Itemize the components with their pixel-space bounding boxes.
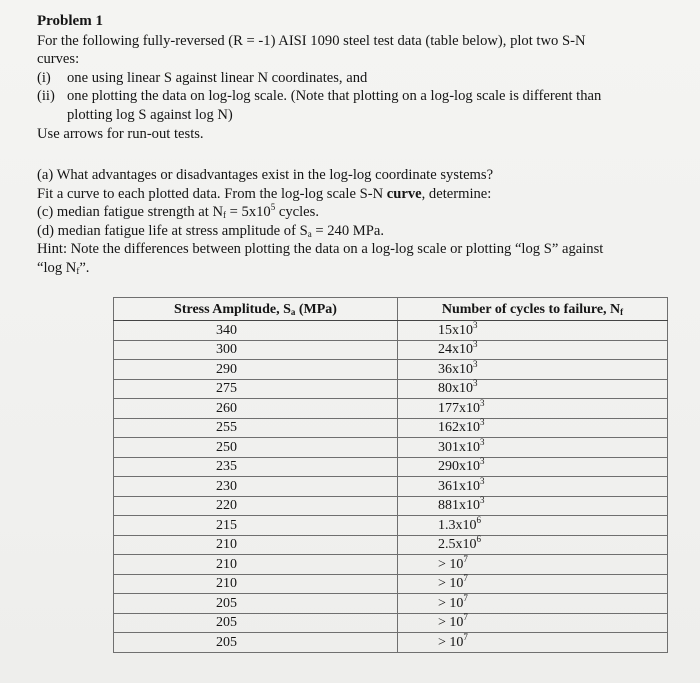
cycles-cell [398,555,668,575]
cycles-cell [398,574,668,594]
cycles-exponent: 3 [473,358,478,369]
cycles-exponent: 3 [473,319,478,330]
intro-line-2: curves: [37,51,80,68]
table-row [114,496,668,516]
table-body [114,321,668,653]
header-stress-amplitude [114,298,398,321]
cycles-mantissa: 361x10 [438,478,480,494]
table-row [114,379,668,399]
fit-instruction-end: , determine: [421,185,492,202]
stress-cell: 205 [114,633,398,653]
cycles-exponent: 7 [463,573,468,584]
cycles-exponent: 3 [480,436,485,447]
question-c [37,203,677,222]
cycles-mantissa: 80x10 [438,381,473,397]
stress-cell: 210 [114,555,398,575]
header-stress-text: Stress Amplitude, S [174,301,291,317]
question-d [37,222,677,241]
cycles-cell [398,594,668,614]
cycles-exponent: 7 [463,631,468,642]
runout-prefix: > [438,576,450,592]
question-c-end: cycles. [275,204,319,221]
cycles-mantissa: 162x10 [438,420,480,436]
cycles-mantissa: 177x10 [438,400,480,416]
questions [37,166,677,278]
cycles-exponent: 7 [463,612,468,623]
cycles-mantissa: 10 [449,576,464,592]
question-d-subscript: a [307,228,312,239]
stress-cell: 275 [114,379,398,399]
question-c-subscript: f [223,210,226,221]
cycles-exponent: 3 [480,495,485,506]
cycles-exponent: 3 [480,475,485,486]
cycles-exponent: 6 [476,514,481,525]
cycles-cell [398,477,668,497]
cycles-cell [398,438,668,458]
cycles-exponent: 3 [480,456,485,467]
table-row [114,321,668,341]
table-row [114,633,668,653]
cycles-cell [398,633,668,653]
problem-statement [37,12,677,143]
stress-cell: 235 [114,457,398,477]
intro-line-1: For the following fully-reversed (R = -1) AISI 1090 steel test data (table below), plot two S-N [37,32,586,49]
table-row [114,535,668,555]
cycles-cell [398,379,668,399]
stress-cell: 255 [114,418,398,438]
header-cycles-text: Number of cycles to failure, N [441,301,621,317]
cycles-cell [398,613,668,633]
cycles-mantissa: 290x10 [438,459,480,475]
list-item-ii [37,87,677,106]
list-item-ii-number: (ii) [37,88,55,105]
stress-cell: 210 [114,574,398,594]
list-item-i [37,69,677,88]
cycles-exponent: 7 [463,592,468,603]
cycles-cell [398,496,668,516]
cycles-mantissa: 15x10 [438,322,473,338]
fit-instruction [37,185,677,204]
cycles-cell [398,516,668,536]
stress-cell: 230 [114,477,398,497]
question-c-value: = 5x10 [226,204,271,221]
sn-data-table [113,297,668,653]
table-row [114,613,668,633]
cycles-mantissa: 36x10 [438,361,473,377]
cycles-cell [398,457,668,477]
cycles-exponent: 3 [473,378,478,389]
question-a: (a) What advantages or disadvantages exist in the log-log coordinate systems? [37,167,494,183]
table-row [114,340,668,360]
header-stress-unit: (MPa) [295,301,337,317]
cycles-cell [398,399,668,419]
stress-cell: 260 [114,399,398,419]
cycles-mantissa: 10 [449,556,464,572]
hint-text: “log N [37,259,77,276]
cycles-cell [398,321,668,341]
list-item-ii-text-line-2: plotting log S against log N) [67,106,233,123]
table-row [114,594,668,614]
header-cycles-subscript: f [620,306,624,317]
hint-end: ”. [79,259,90,276]
table-row [114,418,668,438]
header-stress-subscript: a [290,306,296,317]
table-row [114,574,668,594]
problem-title: Problem 1 [37,13,103,29]
stress-cell: 250 [114,438,398,458]
list-item-i-text: one using linear S against linear N coordinates, and [67,69,368,86]
cycles-mantissa: 2.5x10 [438,537,477,553]
runout-prefix: > [438,615,450,631]
stress-cell: 205 [114,613,398,633]
table-row [114,516,668,536]
cycles-exponent: 3 [480,417,485,428]
cycles-mantissa: 301x10 [438,439,480,455]
hint-line-2 [37,259,677,278]
hint-line-1: Hint: Note the differences between plotting the data on a log-log scale or plotting “log S” against [37,241,604,258]
cycles-mantissa: 10 [449,634,464,650]
question-c-text: (c) median fatigue strength at N [37,204,223,221]
question-d-text: (d) median fatigue life at stress amplitude of S [37,222,308,239]
list-item-ii-text-line-1: one plotting the data on log-log scale. (Note that plotting on a log-log scale is different than [67,88,602,105]
stress-cell: 340 [114,321,398,341]
hint-subscript: f [76,265,80,276]
stress-cell: 290 [114,360,398,380]
stress-cell: 215 [114,516,398,536]
cycles-mantissa: 1.3x10 [438,517,477,533]
cycles-mantissa: 24x10 [438,342,473,358]
cycles-mantissa: 10 [449,595,464,611]
table-row [114,438,668,458]
cycles-cell [398,340,668,360]
cycles-cell [398,360,668,380]
runout-prefix: > [438,634,450,650]
cycles-mantissa: 881x10 [438,498,480,514]
runout-prefix: > [438,556,450,572]
table-row [114,477,668,497]
stress-cell: 220 [114,496,398,516]
list-item-ii-text [67,87,677,106]
stress-cell: 210 [114,535,398,555]
stress-cell: 205 [114,594,398,614]
runout-prefix: > [438,595,450,611]
table-row [114,360,668,380]
cycles-exponent: 3 [480,397,485,408]
stress-cell: 300 [114,340,398,360]
fit-instruction-text: Fit a curve to each plotted data. From the log-log scale S-N [37,185,387,202]
table-row [114,457,668,477]
question-c-exponent: 5 [270,202,276,213]
cycles-exponent: 7 [463,553,468,564]
question-d-end: = 240 MPa. [311,222,385,239]
arrows-note: Use arrows for run-out tests. [37,125,204,142]
header-cycles-to-failure [398,298,668,321]
cycles-cell [398,535,668,555]
table-header-row [114,298,668,321]
list-item-i-number: (i) [37,69,51,86]
cycles-mantissa: 10 [449,615,464,631]
cycles-exponent: 6 [476,534,481,545]
cycles-cell [398,418,668,438]
table-row [114,555,668,575]
fit-instruction-bold: curve [386,185,422,202]
table-row [114,399,668,419]
cycles-exponent: 3 [473,339,478,350]
